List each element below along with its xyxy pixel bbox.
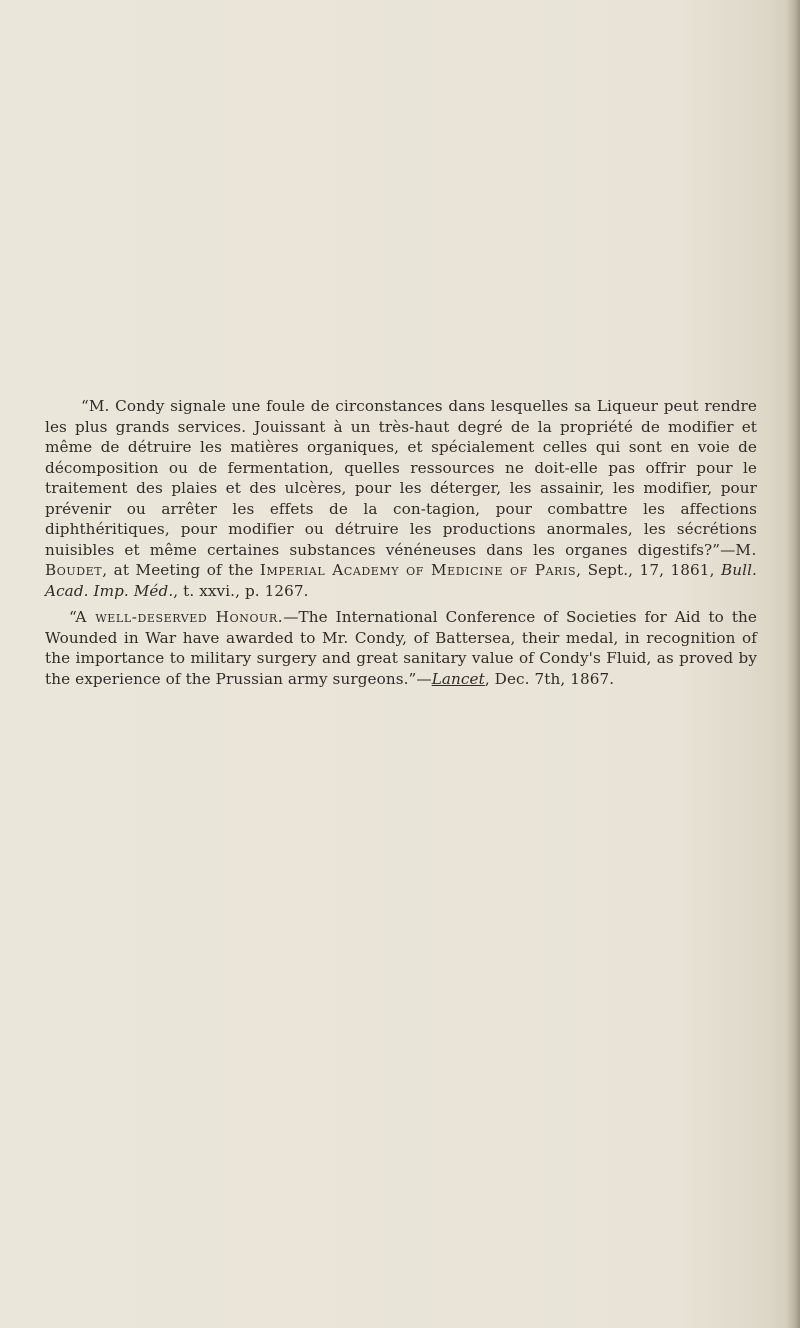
academy-name: Imperial Academy of Medicine of Paris: [259, 561, 577, 579]
journal-title: Bull. Acad. Imp. Méd.: [45, 561, 757, 600]
source-title: Lancet: [431, 669, 485, 688]
text-block: [45, 396, 757, 689]
page-edge-shadow: [786, 0, 800, 1328]
paragraph-boudet-quote: [45, 396, 757, 601]
author-name: M. Boudet: [45, 540, 757, 579]
paragraph-honour: [45, 607, 757, 689]
meeting-date: , Sept., 17, 1861,: [576, 561, 721, 579]
french-quote: “M. Condy signale une foule de circonstances dans lesquelles sa Liqueur peut rendre les plus grands services. Jouissant à un très-haut degré de la propriété de modifier et même de détruire les matières organiques, et spécialement celles qui sont en voie de décomposition ou de fermentation, quelles ressources ne doit-elle pas offrir pour le traitement des plaies et des ulcères, pour les déterger, les assainir, les modifier, pour prévenir ou arrêter les effets de la con-tagion, pour combattre les affections diphthéritiques, pour modifier ou détruire les productions anormales, les sécrétions nuisibles et même certaines substances vénéneuses dans les organes digestifs?”—: [45, 397, 757, 559]
honour-body: —The International Conference of Societies for Aid to the Wounded in War have awarded to Mr. Condy, of Battersea, their medal, in recognition of the importance to military surgery and great sanitary value of Condy's Fluid, as proved by the experience of the Prussian army surgeons.”—: [45, 608, 757, 688]
journal-reference: , t. xxvi., p. 1267.: [173, 581, 309, 600]
source-date: , Dec. 7th, 1867.: [484, 669, 615, 688]
meeting-text: , at Meeting of the: [102, 561, 260, 579]
honour-heading: “A well-deserved Honour.: [69, 608, 284, 626]
